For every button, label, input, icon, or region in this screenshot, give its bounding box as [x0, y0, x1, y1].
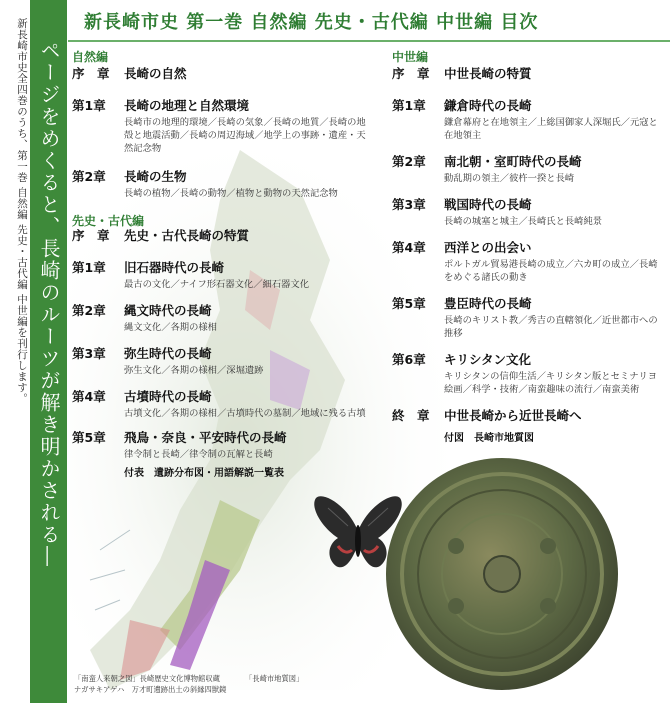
chapter-title: 弥生時代の長崎 — [124, 346, 212, 361]
chapter-subtopics: 鎌倉幕府と在地領主／上総国御家人深堀氏／元寇と在地領主 — [444, 117, 658, 141]
chapter-title: 戦国時代の長崎 — [444, 197, 532, 212]
chapter-title: 西洋との出会い — [444, 240, 532, 255]
chapter-number: 第2章 — [72, 303, 106, 318]
chapter-subtopics: ポルトガル貿易港長崎の成立／六カ町の成立／長崎をめぐる諸氏の動き — [444, 259, 658, 283]
chapter-number: 第1章 — [72, 98, 106, 113]
chapter-senshi-4 — [72, 389, 372, 420]
chapter-subtopics: 長崎の城塞と城主／長崎氏と長崎純景 — [444, 216, 603, 227]
chapter-chusei-1 — [392, 98, 662, 142]
chapter-subtopics: 長崎市の地理的環境／長崎の気象／長崎の地質／長崎の地殻と地震活動／長崎の周辺海域／地学上の事跡・遺産・天然記念物 — [124, 117, 366, 154]
chapter-chusei-6 — [392, 352, 662, 396]
chapter-number: 序 章 — [392, 66, 430, 81]
banner-slogan: ページをめくると、長崎のルーツが解き明かされる― — [37, 40, 61, 568]
chapter-title: 長崎の自然 — [124, 66, 187, 81]
chapter-number: 序 章 — [72, 66, 110, 81]
chapter-number: 第4章 — [72, 389, 106, 404]
chapter-number: 終 章 — [392, 408, 430, 423]
chapter-chusei-2 — [392, 154, 662, 185]
section-label-chusei: 中世編 — [392, 50, 429, 64]
title-underline — [68, 40, 670, 42]
caption-2: 「長崎市地質図」 — [245, 674, 304, 683]
caption-1-line-1: 「南蛮人来朝之図」長崎歴史文化博物館収蔵 — [74, 674, 220, 683]
chapter-title: 南北朝・室町時代の長崎 — [444, 154, 582, 169]
chapter-number: 第3章 — [392, 197, 426, 212]
chapter-number: 第1章 — [72, 260, 106, 275]
caption-1-line-2: ナガサキアゲハ 万才町遺跡出土の斜縁四獣鏡 — [74, 685, 227, 694]
chapter-subtopics: 長崎の植物／長崎の動物／植物と動物の天然記念物 — [124, 188, 338, 199]
chapter-senshi-jo — [72, 228, 372, 244]
chapter-number: 第1章 — [392, 98, 426, 113]
chapter-shizen-1 — [72, 98, 372, 155]
appendix-map: 付図 長崎市地質図 — [444, 433, 534, 444]
chapter-subtopics: 動乱期の領主／彼杵一揆と長崎 — [444, 173, 575, 184]
chapter-chusei-4 — [392, 240, 662, 284]
chapter-senshi-1 — [72, 260, 372, 291]
left-column — [72, 50, 372, 481]
chapter-title: 飛鳥・奈良・平安時代の長崎 — [124, 430, 287, 445]
chapter-title: 中世長崎から近世長崎へ — [444, 408, 582, 423]
chapter-number: 第3章 — [72, 346, 106, 361]
chapter-number: 第2章 — [72, 169, 106, 184]
bronze-mirror-image — [384, 456, 620, 692]
chapter-subtopics: 古墳文化／各期の様相／古墳時代の墓制／地域に残る古墳 — [124, 408, 366, 419]
chapter-senshi-2 — [72, 303, 372, 334]
chapter-number: 第6章 — [392, 352, 426, 367]
chapter-chusei-3 — [392, 197, 662, 228]
section-label-shizen: 自然編 — [72, 50, 109, 64]
chapter-title: 縄文時代の長崎 — [124, 303, 212, 318]
chapter-chusei-shu — [392, 408, 662, 446]
chapter-subtopics: 最古の文化／ナイフ形石器文化／細石器文化 — [124, 279, 310, 290]
chapter-number: 第5章 — [72, 430, 106, 445]
chapter-title: 長崎の地理と自然環境 — [124, 98, 250, 113]
vertical-banner — [30, 0, 67, 703]
chapter-subtopics: キリシタンの信仰生活／キリシタン版とセミナリヨ絵画／科学・技術／南蛮趣味の流行／南蛮美術 — [444, 371, 658, 395]
chapter-title: 先史・古代長崎の特質 — [124, 228, 250, 243]
chapter-number: 第5章 — [392, 296, 426, 311]
chapter-senshi-5 — [72, 430, 372, 481]
chapter-number: 第2章 — [392, 154, 426, 169]
chapter-subtopics: 律令制と長崎／律令制の瓦解と長崎 — [124, 449, 273, 460]
chapter-subtopics: 長崎のキリスト教／秀吉の直轄領化／近世都市への推移 — [444, 315, 658, 339]
chapter-title: 豊臣時代の長崎 — [444, 296, 532, 311]
chapter-title: 長崎の生物 — [124, 169, 187, 184]
chapter-shizen-jo — [72, 66, 372, 82]
chapter-subtopics: 弥生文化／各期の様相／深堀遺跡 — [124, 365, 264, 376]
section-label-senshi: 先史・古代編 — [72, 214, 145, 228]
chapter-title: キリシタン文化 — [444, 352, 532, 367]
chapter-chusei-5 — [392, 296, 662, 340]
chapter-title: 旧石器時代の長崎 — [124, 260, 225, 275]
side-note: 新長崎市史全四巻のうち、第一巻 自然編 先史・古代編 中世編を刊行します。 — [16, 18, 28, 404]
chapter-senshi-3 — [72, 346, 372, 377]
chapter-shizen-2 — [72, 169, 372, 200]
page-title: 新長崎市史 第一巻 自然編 先史・古代編 中世編 目次 — [84, 12, 539, 33]
chapter-number: 第4章 — [392, 240, 426, 255]
chapter-title: 古墳時代の長崎 — [124, 389, 212, 404]
chapter-chusei-jo — [392, 66, 662, 82]
chapter-title: 鎌倉時代の長崎 — [444, 98, 532, 113]
appendix-table: 付表 遺跡分布図・用語解説一覧表 — [124, 468, 284, 479]
chapter-title: 中世長崎の特質 — [444, 66, 532, 81]
chapter-subtopics: 縄文文化／各期の様相 — [124, 322, 217, 333]
chapter-number: 序 章 — [72, 228, 110, 243]
right-column — [392, 50, 662, 446]
